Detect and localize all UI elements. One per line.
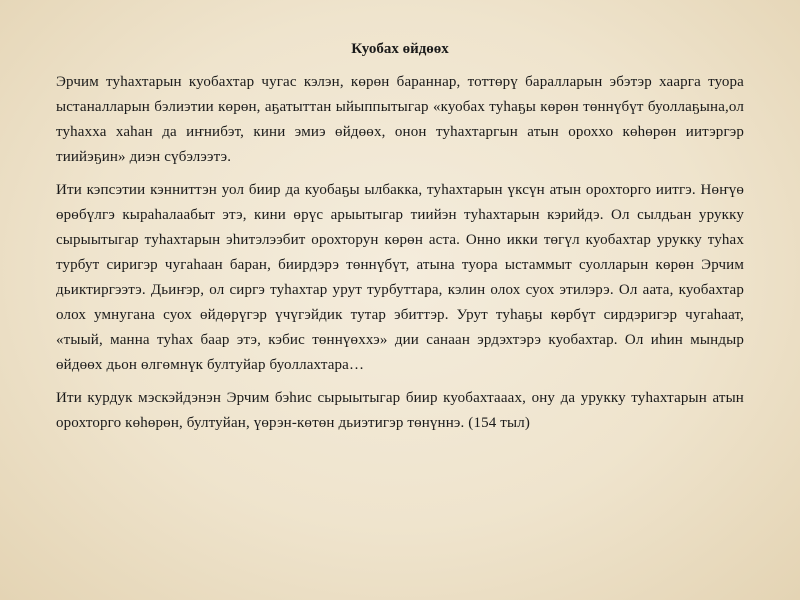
paragraph-1: Эрчим туһахтарын куобахтар чугас кэлэн, көрөн бараннар, тоттөрү баралларын эбэтэр хаарга туора ыстаналларын бэлиэтии көрөн, аҕатыттан ыйыппытыгар «куобах туһаҕы көрөн төннүбүт буоллаҕына,ол туһахха хаһан да иҥнибэт, кини эмиэ өйдөөх, онон туһахтаргын атын ороххо көһөрөн иитэргэр тиийэҕин» диэн сүбэлээтэ. — [56, 74, 744, 165]
document-body — [56, 70, 744, 444]
paragraph-3: Ити курдук мэскэйдэнэн Эрчим бэһис сырыытыгар биир куобахтааах, ону да урукку туһахтарын атын орохторго көһөрөн, бултуйан, үөрэн-көтөн дьиэтигэр төнүннэ. (154 тыл) — [56, 390, 744, 431]
document-title: Куобах өйдөөх — [351, 41, 449, 57]
paragraph-2: Ити кэпсэтии кэнниттэн уол биир да куобаҕы ылбакка, туһахтарын үксүн атын орохторго иитгэ. Нөҥүө өрөбүлгэ кыраһалаабыт этэ, кини өрүс арыытыгар тиийэн туһахтарын кэрийдэ. Ол сылдьан урукку сырыытыгар туһахтарын эһитэлээбит орохторун көрөн аста. Онно икки төгүл куобахтар урукку туһах турбут сиригэр чугаһаан баран, биирдэрэ төннүбүт, атына туора ыстаммыт суолларын көрөн Эрчим дьиктиргээтэ. Дьиҥэр, ол сиргэ туһахтар урут турбуттара, кэлин олох суох этилэрэ. Ол аата, куобахтар олох умнугана суох өйдөрүгэр үчүгэйдик тутар эбиттэр. Урут туһаҕы көрбүт сирдэригэр чугаһаат, «тыый, манна туһах баар этэ, кэбис төннүөххэ» дии санаан эрдэхтэрэ куобахтар. Ол иһин мындыр өйдөөх дьон өлгөмнүк бултуйар буоллахтара… — [56, 182, 744, 373]
